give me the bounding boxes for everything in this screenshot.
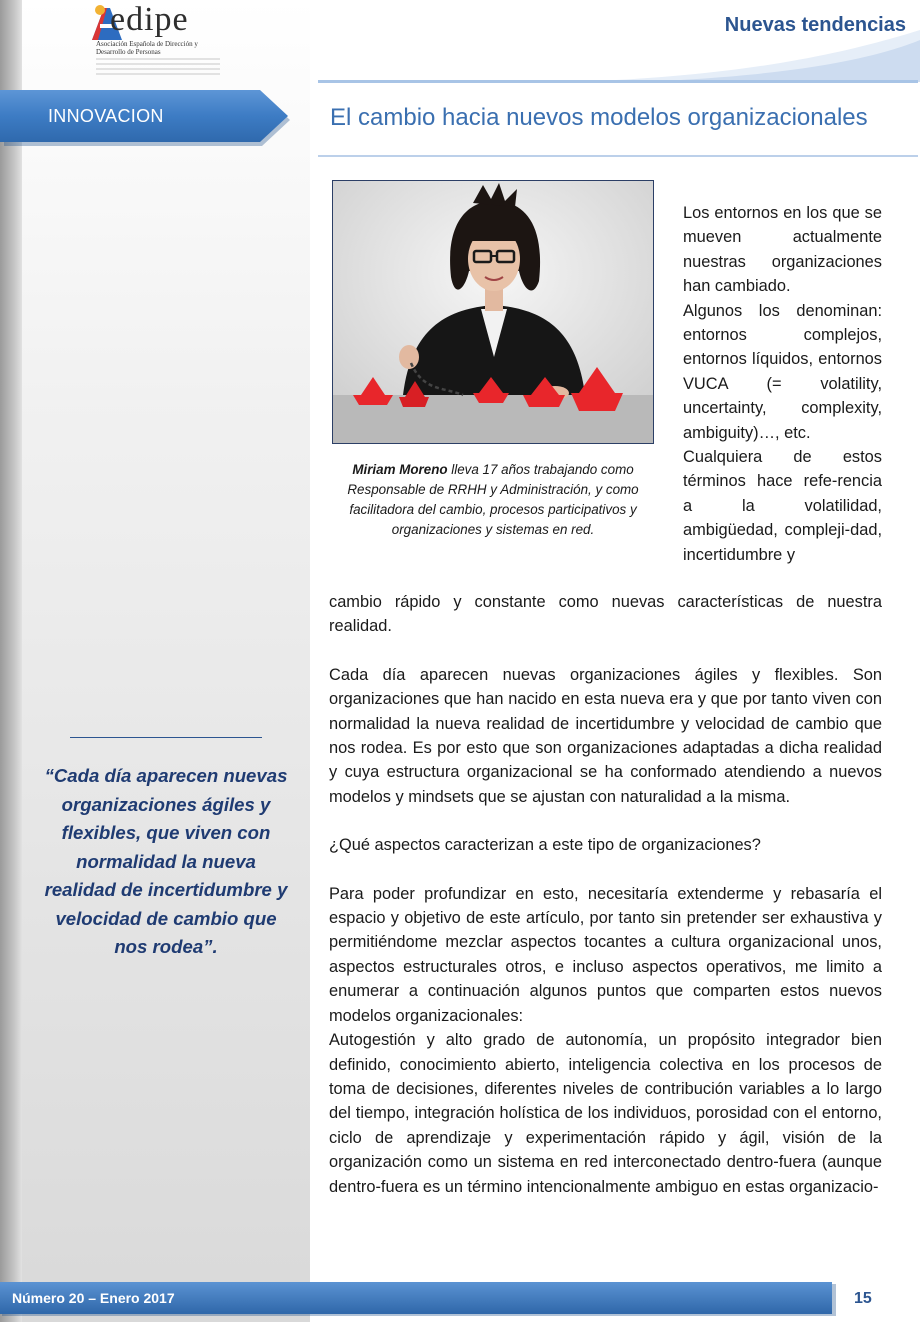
article-body [329,590,882,1199]
left-gray-band [0,0,22,1322]
pull-quote: “Cada día aparecen nuevas organizaciones ágiles y flexibles, que viven con normalidad la nueva realidad de incertidumbre y velocidad de cambio que nos rodea”. [44,765,288,957]
logo-subtitle: Asociación Española de Dirección y Desarrollo de Personas [96,40,198,56]
logo-faint-text [96,58,220,76]
header-rule [318,80,918,83]
caption-text: lleva 17 años trabajando como Responsable de RRHH y Administración, y como facilitadora del cambio, procesos participativos y organizaciones y sistemas en red. [347,462,639,537]
intro-paragraph: Los entornos en los que se mueven actualmente nuestras organizaciones han cambiado. [683,204,882,296]
body-question: ¿Qué aspectos caracterizan a este tipo de organizaciones? [329,836,761,855]
body-paragraph: Cada día aparecen nuevas organizaciones ágiles y flexibles. Son organizaciones que han nacido en esta nueva era y que por tanto viven con normalidad la nueva realidad de incertidumbre y velocidad de cambio que nos rodea. Es por esto que son organizaciones adaptadas a dicha realidad y cuya estructura organizacional se ha conformado atendiendo a nuevos modelos y mindsets que se ajustan con naturalidad a la misma. [329,665,882,806]
intro-column [683,201,882,567]
logo-wordmark: edipe [110,1,189,38]
body-paragraph: Para poder profundizar en esto, necesitaría extenderme y rebasaría el espacio y objetivo de este artículo, por tanto sin pretender ser exhaustiva y permitiéndome mezclar aspectos tocantes a cultura organizacional unos, aspectos estructurales otros, e incluso aspectos operativos, me limito a enumerar a continuación algunos puntos que comparten estos nuevos modelos organizacionales: [329,884,882,1025]
left-sidebar-background [22,0,310,1322]
intro-paragraph: Cualquiera de estos términos hace refe-rencia a la volatilidad, ambigüedad, compleji-dad, incertidumbre y [683,448,882,564]
author-photo [332,180,654,444]
intro-paragraph: Algunos los denominan: entornos complejos, entornos líquidos, entornos VUCA (= volatility, uncertainty, complexity, ambiguity)…, etc. [683,301,882,442]
quote-rule [70,737,262,738]
issue-label: Número 20 – Enero 2017 [12,1290,175,1306]
title-rule [318,155,918,157]
section-label: INNOVACION [48,106,164,126]
page-number: 15 [854,1290,872,1307]
header-section-title: Nuevas tendencias [724,14,906,36]
photo-caption [340,460,646,540]
body-paragraph: cambio rápido y constante como nuevas características de nuestra realidad. [329,593,882,636]
caption-name: Miriam Moreno [352,462,448,477]
article-title: El cambio hacia nuevos modelos organizacionales [330,104,868,131]
edipe-logo [88,0,220,78]
body-paragraph: Autogestión y alto grado de autonomía, un propósito integrador bien definido, conocimiento abierto, inteligencia colectiva en los procesos de toma de decisiones, diferentes niveles de contribución variables a lo largo del tiempo, integración holística de los individuos, porosidad con el entorno, ciclo de aprendizaje y experimentación rápido y ágil, visión de la organización como un sistema en red interconectado dentro-fuera (aunque dentro-fuera es un término intencionalmente ambiguo en estas organizacio- [329,1031,882,1196]
